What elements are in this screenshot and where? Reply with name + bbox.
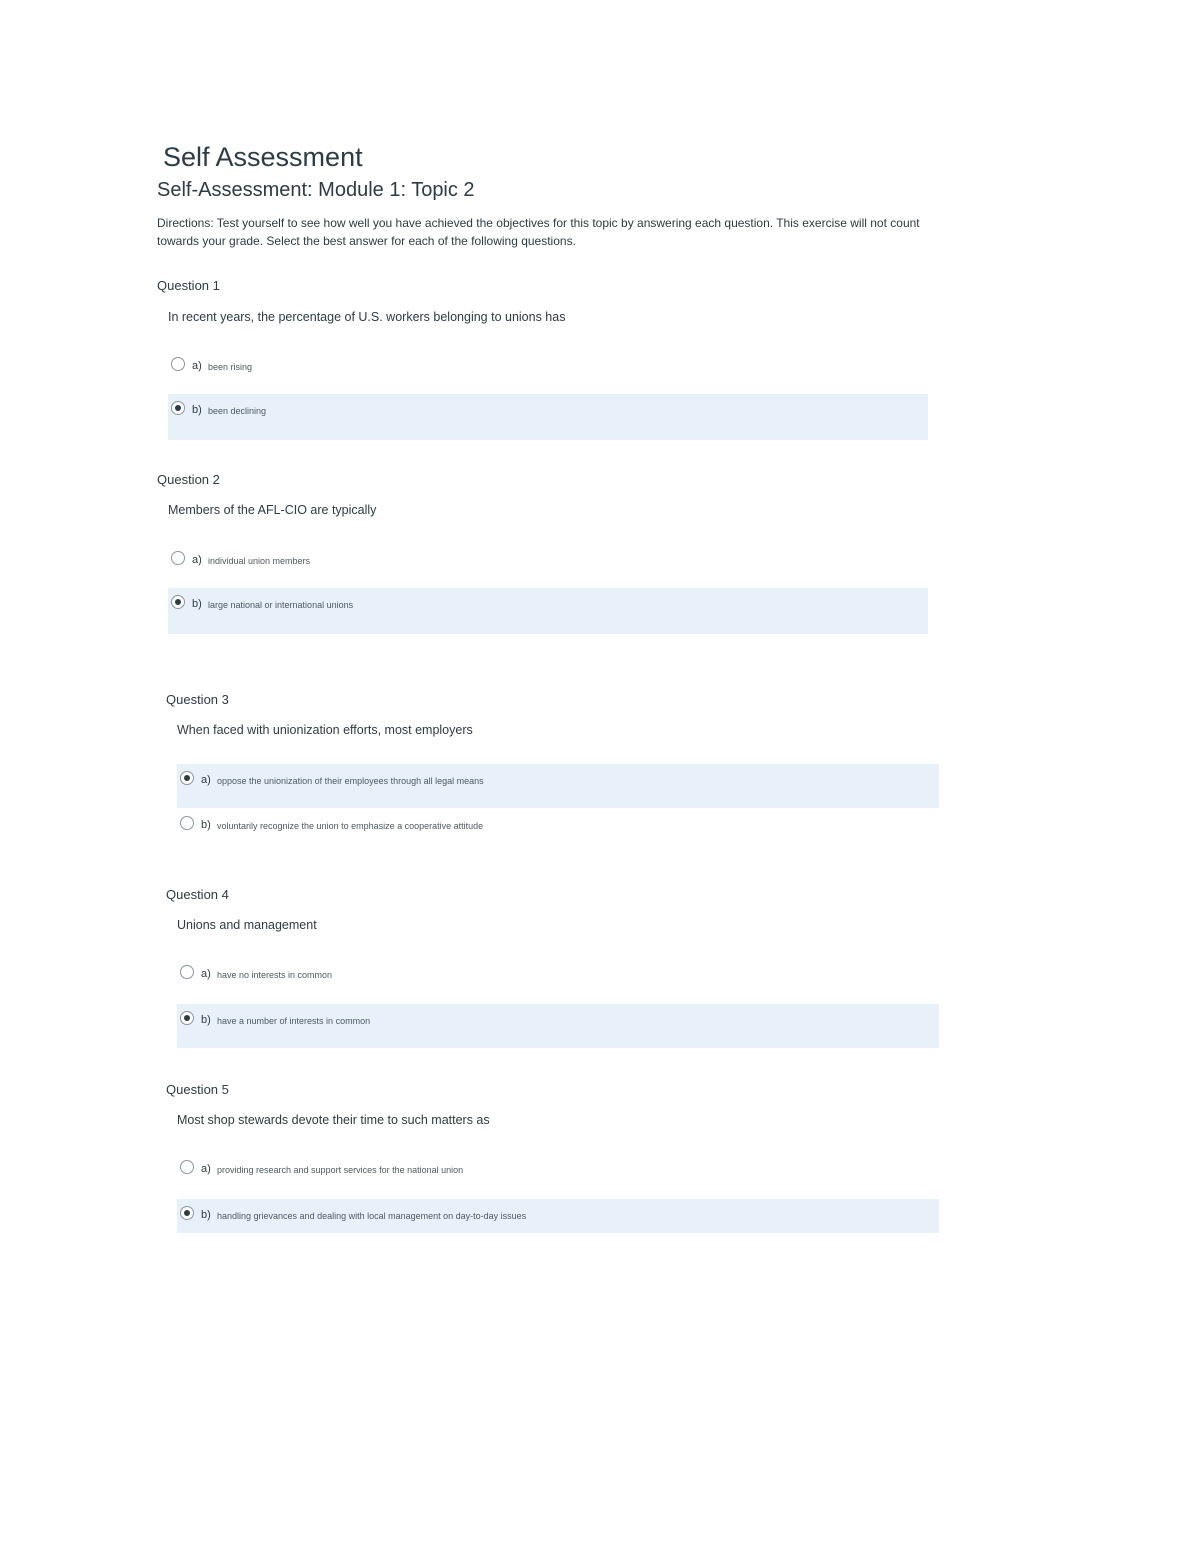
question-4	[166, 887, 229, 902]
page-title: Self Assessment	[163, 142, 363, 172]
answer-letter: a)	[192, 360, 202, 372]
answer-option-b[interactable]	[177, 1199, 939, 1233]
question-text: When faced with unionization efforts, most employers	[177, 723, 473, 737]
radio-button[interactable]	[171, 357, 185, 371]
answer-text: have a number of interests in common	[217, 1016, 371, 1026]
answer-option-b[interactable]	[168, 588, 928, 634]
question-text: In recent years, the percentage of U.S. workers belonging to unions has	[168, 310, 566, 324]
question-3	[166, 692, 229, 707]
answer-letter: a)	[192, 554, 202, 566]
answer-text: have no interests in common	[217, 970, 333, 980]
radio-button[interactable]	[171, 551, 185, 565]
directions-text: Directions: Test yourself to see how well you have achieved the objectives for this topic by answering each question. This exercise will not count towards your grade. Select the best answer for each of the following questions.	[157, 216, 920, 248]
answer-text: oppose the unionization of their employees through all legal means	[217, 776, 484, 786]
radio-button[interactable]	[180, 965, 194, 979]
answer-option-b[interactable]	[168, 394, 928, 440]
question-text: Unions and management	[177, 918, 317, 932]
question-1	[157, 278, 220, 293]
question-2	[157, 472, 220, 487]
answer-letter: a)	[201, 1163, 211, 1175]
answer-option-a[interactable]	[177, 1153, 939, 1197]
answer-letter: b)	[201, 1209, 211, 1221]
answer-letter: b)	[201, 1014, 211, 1026]
question-5	[166, 1082, 229, 1097]
radio-button-checked[interactable]	[171, 595, 185, 609]
answer-text: handling grievances and dealing with local management on day-to-day issues	[217, 1211, 527, 1221]
question-header: Question 3	[166, 692, 229, 707]
answer-option-a[interactable]	[177, 958, 939, 1002]
answer-option-a[interactable]	[168, 350, 928, 396]
answer-text: individual union members	[208, 556, 311, 566]
answer-text: been rising	[208, 362, 253, 372]
question-header: Question 5	[166, 1082, 229, 1097]
question-text: Members of the AFL-CIO are typically	[168, 503, 377, 517]
answer-option-a[interactable]	[168, 544, 928, 590]
answer-text: been declining	[208, 406, 267, 416]
answer-text: large national or international unions	[208, 600, 354, 610]
answer-text: voluntarily recognize the union to emphasize a cooperative attitude	[217, 821, 484, 831]
question-header: Question 1	[157, 278, 220, 293]
radio-button-checked[interactable]	[180, 771, 194, 785]
answer-letter: b)	[201, 819, 211, 831]
answer-letter: a)	[201, 968, 211, 980]
question-header: Question 4	[166, 887, 229, 902]
answer-option-a[interactable]	[177, 764, 939, 808]
page-subtitle: Self-Assessment: Module 1: Topic 2	[157, 179, 475, 201]
question-text: Most shop stewards devote their time to such matters as	[177, 1113, 490, 1127]
answer-option-b[interactable]	[177, 809, 939, 853]
answer-letter: b)	[192, 404, 202, 416]
radio-button-checked[interactable]	[180, 1011, 194, 1025]
radio-button-checked[interactable]	[171, 401, 185, 415]
answer-text: providing research and support services for the national union	[217, 1165, 464, 1175]
radio-button-checked[interactable]	[180, 1206, 194, 1220]
answer-option-b[interactable]	[177, 1004, 939, 1048]
radio-button[interactable]	[180, 1160, 194, 1174]
radio-button[interactable]	[180, 816, 194, 830]
answer-letter: b)	[192, 598, 202, 610]
question-header: Question 2	[157, 472, 220, 487]
answer-letter: a)	[201, 774, 211, 786]
